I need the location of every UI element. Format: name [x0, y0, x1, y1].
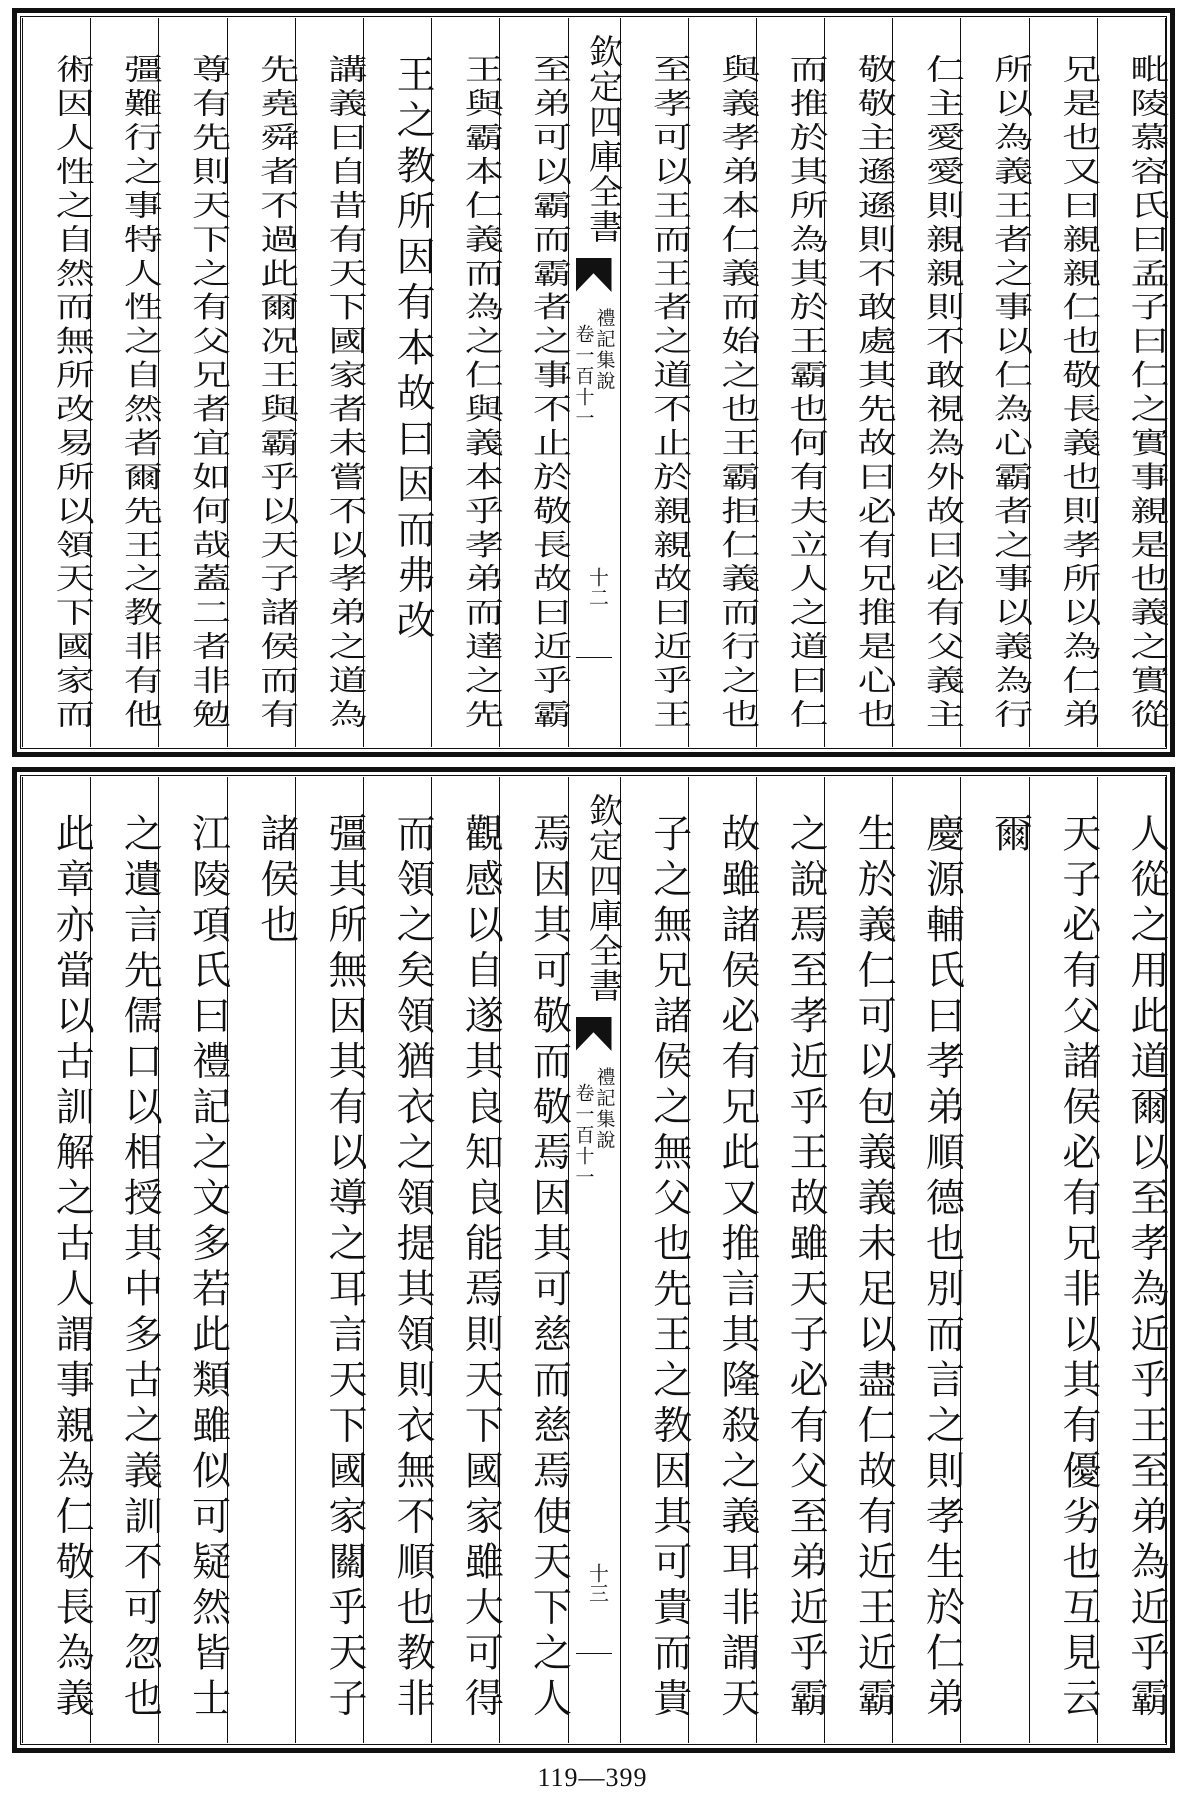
text-column [1097, 777, 1169, 1743]
text-column [22, 777, 95, 1743]
text-column [824, 777, 897, 1743]
text-column [295, 18, 367, 747]
text-column [363, 18, 436, 747]
fishtail-mark [576, 258, 612, 292]
column-text: 天子必有父諸侯必有兄非以其有優劣也互見云 [1055, 813, 1101, 1723]
text-column [158, 777, 231, 1743]
column-text: 彊其所無因其有以導之耳言天下國家關乎天子 [321, 813, 367, 1723]
column-text: 之說焉至孝近乎王故雖天子必有父至弟近乎霸 [783, 813, 829, 1723]
text-column [227, 18, 299, 747]
page-footer-number: 119—399 [537, 1763, 648, 1792]
column-text: 子之無兄諸侯之無父也先王之教因其可貴而貴 [646, 813, 692, 1723]
text-column [499, 18, 572, 747]
banner-volume: 卷一百十一 [572, 324, 595, 429]
column-text: 尊有先則天下之有父兄者宜如何哉蓋二者非勉 [185, 54, 231, 733]
text-column [620, 18, 692, 747]
column-text: 諸侯也 [253, 813, 299, 950]
column-text: 先堯舜者不過此爾况王與霸乎以天子諸侯而有 [253, 54, 299, 733]
column-text: 此章亦當以古訓解之古人謂事親為仁敬長為義 [49, 813, 95, 1723]
column-text: 爾 [987, 813, 1033, 859]
column-text: 彊難行之事特人性之自然者爾先王之教非有他 [117, 54, 163, 733]
banner-volume: 卷一百十一 [572, 1083, 595, 1188]
lower-fishtail-mark [576, 1653, 612, 1664]
column-text: 焉因其可敬而敬焉因其可慈而慈焉使天下之人 [526, 813, 572, 1723]
column-rule [1165, 18, 1166, 747]
column-rule [1165, 777, 1166, 1743]
text-column [960, 777, 1033, 1743]
text-column [363, 777, 436, 1743]
text-column [90, 777, 163, 1743]
column-text: 之遺言先儒口以相授其中多古之義訓不可忽也 [117, 813, 163, 1723]
column-text: 至孝可以王而王者之道不止於親親故曰近乎王 [646, 54, 692, 733]
column-text: 與義孝弟本仁義而始之也王霸拒仁義而行之也 [714, 54, 760, 733]
text-column [431, 18, 504, 747]
column-text: 兄是也又曰親親仁也敬長義也則孝所以為仁弟 [1055, 54, 1101, 733]
banner-page-number: 十二 [585, 567, 610, 607]
column-text: 故雖諸侯必有兄此又推言其隆殺之義耳非謂天 [714, 813, 760, 1723]
text-column [158, 18, 231, 747]
column-text: 慶源輔氏曰孝弟順德也別而言之則孝生於仁弟 [919, 813, 965, 1723]
top-page [12, 8, 1175, 757]
text-column [90, 18, 163, 747]
bottom-page [12, 767, 1175, 1753]
banner-page-number: 十三 [585, 1563, 610, 1603]
text-column [892, 777, 965, 1743]
banner-book-title: 禮記集說 [593, 308, 616, 392]
banner-book-title: 禮記集說 [593, 1067, 616, 1151]
text-column [227, 777, 299, 1743]
column-text: 講義曰自昔有天下國家者未嘗不以孝弟之道為 [321, 54, 367, 733]
column-text: 觀感以自遂其良知良能焉則天下國家雖大可得 [458, 813, 504, 1723]
text-column [22, 18, 95, 747]
fishtail-mark [576, 1017, 612, 1051]
column-text: 而推於其所為其於王霸也何有夫立人之道曰仁 [783, 54, 829, 733]
column-text: 毗陵慕容氏曰孟子曰仁之實事親是也義之實從 [1124, 54, 1169, 733]
banner-title: 欽定四庫全書 [582, 793, 623, 1003]
text-column [756, 18, 829, 747]
text-column [1029, 777, 1101, 1743]
text-column [431, 777, 504, 1743]
center-banner [568, 777, 623, 1743]
text-column [295, 777, 367, 1743]
text-column [892, 18, 965, 747]
column-text: 至弟可以霸而霸者之事不止於敬長故曰近乎霸 [526, 54, 572, 733]
text-column [499, 777, 572, 1743]
text-column [688, 777, 760, 1743]
column-text: 生於義仁可以包義義未足以盡仁故有近王近霸 [851, 813, 897, 1723]
column-text: 仁主愛愛則親親則不敢視為外故曰必有父義主 [919, 54, 965, 733]
text-column [1029, 18, 1101, 747]
column-text: 敬敬主遜遜則不敢處其先故曰必有兄推是心也 [851, 54, 897, 733]
text-column [620, 777, 692, 1743]
center-banner [568, 18, 623, 747]
text-column [1097, 18, 1169, 747]
text-column [688, 18, 760, 747]
text-column [756, 777, 829, 1743]
column-text: 王之教所因有本故曰因而弗改 [390, 54, 436, 646]
banner-title: 欽定四庫全書 [582, 34, 623, 244]
column-text: 人從之用此道爾以至孝為近乎王至弟為近乎霸 [1124, 813, 1169, 1723]
text-column [824, 18, 897, 747]
lower-fishtail-mark [576, 657, 612, 668]
column-text: 江陵項氏曰禮記之文多若此類雖似可疑然皆士 [185, 813, 231, 1723]
column-text: 術因人性之自然而無所改易所以領天下國家而 [49, 54, 95, 733]
column-text: 而領之矣領猶衣之領提其領則衣無不順也教非 [390, 813, 436, 1723]
column-text: 王與霸本仁義而為之仁與義本乎孝弟而達之先 [458, 54, 504, 733]
column-text: 所以為義王者之事以仁為心霸者之事以義為行 [987, 54, 1033, 733]
text-column [960, 18, 1033, 747]
